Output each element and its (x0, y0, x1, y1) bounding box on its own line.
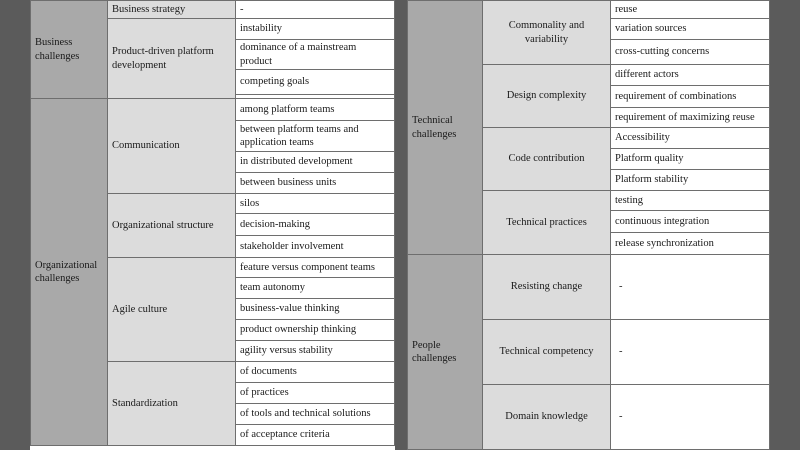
category-cell: Organizational challenges (31, 99, 108, 446)
subcategory-cell: Communication (108, 99, 236, 194)
item-cell: agility versus stability (236, 341, 395, 362)
item-cell: of practices (236, 383, 395, 404)
item-cell: testing (611, 191, 770, 211)
table-row (408, 1, 770, 19)
subcategory-cell: Technical competency (483, 320, 611, 385)
item-cell: instability (236, 19, 395, 40)
table-row (408, 255, 770, 320)
item-cell: requirement of combinations (611, 86, 770, 108)
subcategory-cell: Standardization (108, 362, 236, 446)
item-cell: - (611, 385, 770, 450)
subcategory-cell: Technical practices (483, 191, 611, 255)
item-cell: Platform stability (611, 170, 770, 191)
category-cell: Technical challenges (408, 1, 483, 255)
item-cell: different actors (611, 65, 770, 86)
table-row (31, 1, 395, 19)
subcategory-cell: Product-driven platform development (108, 19, 236, 99)
item-cell: dominance of a mainstream product (236, 40, 395, 70)
item-cell: of documents (236, 362, 395, 383)
item-cell: in distributed development (236, 152, 395, 173)
item-cell: stakeholder involvement (236, 236, 395, 258)
table-row (31, 99, 395, 121)
item-cell: team autonomy (236, 278, 395, 299)
item-cell: reuse (611, 1, 770, 19)
item-cell: of tools and technical solutions (236, 404, 395, 425)
item-cell: business-value thinking (236, 299, 395, 320)
right-table-panel (407, 0, 770, 450)
subcategory-cell: Domain knowledge (483, 385, 611, 450)
item-cell: between business units (236, 173, 395, 194)
subcategory-cell: Code contribution (483, 128, 611, 191)
item-cell: variation sources (611, 19, 770, 40)
item-cell: requirement of maximizing reuse (611, 108, 770, 128)
challenges-table-right (407, 0, 770, 450)
item-cell: release synchronization (611, 233, 770, 255)
subcategory-cell: Agile culture (108, 258, 236, 362)
subcategory-cell: Commonality and variability (483, 1, 611, 65)
category-cell: People challenges (408, 255, 483, 450)
item-cell: - (611, 255, 770, 320)
item-cell: silos (236, 194, 395, 214)
subcategory-cell: Resisting change (483, 255, 611, 320)
item-cell: decision-making (236, 214, 395, 236)
item-cell: cross-cutting concerns (611, 40, 770, 65)
item-cell: - (611, 320, 770, 385)
left-table-panel (30, 0, 395, 450)
item-cell: of acceptance criteria (236, 425, 395, 446)
item-cell: continuous integration (611, 211, 770, 233)
item-cell: between platform teams and application teams (236, 121, 395, 152)
item-cell: - (236, 1, 395, 19)
item-cell: product ownership thinking (236, 320, 395, 341)
subcategory-cell: Business strategy (108, 1, 236, 19)
subcategory-cell: Design complexity (483, 65, 611, 128)
item-cell: among platform teams (236, 99, 395, 121)
item-cell: Platform quality (611, 149, 770, 170)
item-cell: Accessibility (611, 128, 770, 149)
item-cell: competing goals (236, 70, 395, 95)
category-cell: Business challenges (31, 1, 108, 99)
challenges-table-left (30, 0, 395, 446)
item-cell: feature versus component teams (236, 258, 395, 278)
subcategory-cell: Organizational structure (108, 194, 236, 258)
